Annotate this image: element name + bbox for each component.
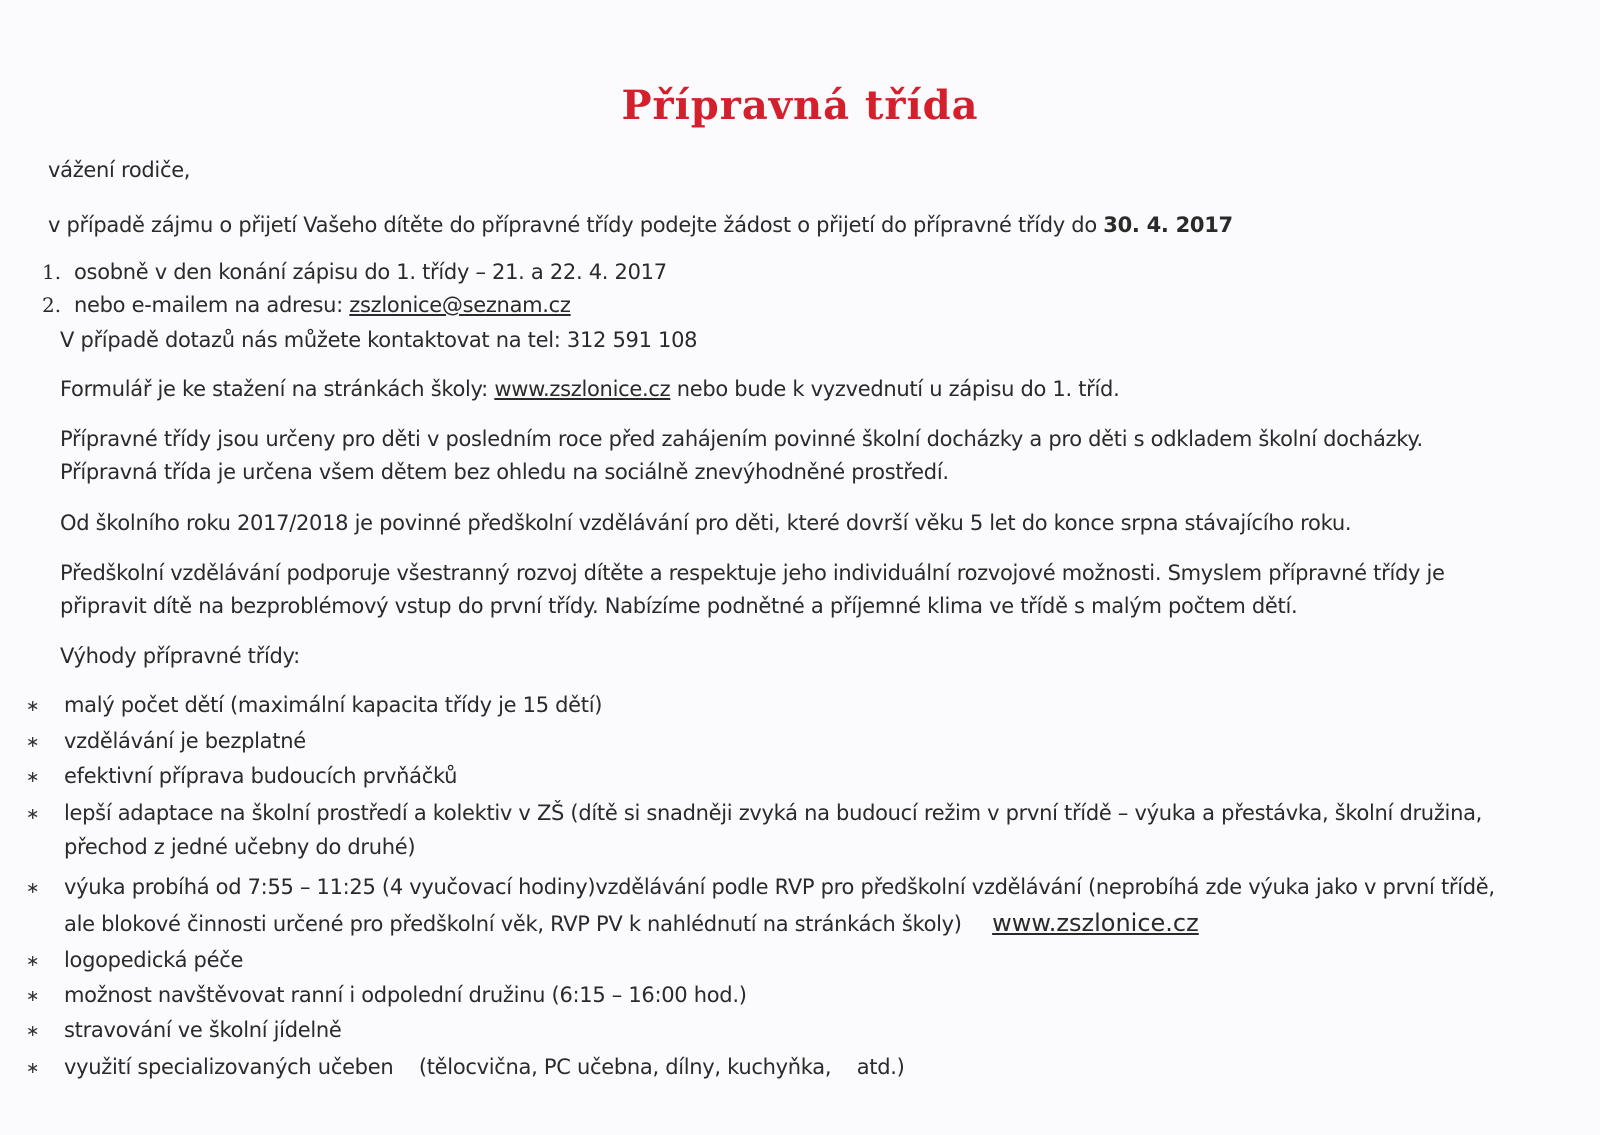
bullet-icon: ∗ bbox=[26, 1058, 40, 1077]
advantage-5-line-1: výuka probíhá od 7:55 – 11:25 (4 vyučovací hodiny)vzdělávání podle RVP pro předškolní vzdělávání (neprobíhá zde výuka jako v první třídě, bbox=[64, 875, 1495, 899]
option-text-2: nebo e-mailem na adresu: bbox=[74, 293, 343, 317]
bullet-icon: ∗ bbox=[26, 986, 40, 1005]
document-title: Přípravná třída bbox=[621, 82, 979, 129]
bullet-icon: ∗ bbox=[26, 878, 40, 897]
option-text-1: osobně v den konání zápisu do 1. třídy – 21. a 22. 4. 2017 bbox=[74, 260, 667, 284]
intro-text: v případě zájmu o přijetí Vašeho dítěte do přípravné třídy podejte žádost o přijetí do přípravné třídy do bbox=[48, 213, 1097, 237]
intro-paragraph bbox=[48, 212, 1233, 238]
advantage-6: logopedická péče bbox=[64, 948, 244, 972]
bullet-icon: ∗ bbox=[26, 696, 40, 715]
advantage-4-line-1: lepší adaptace na školní prostředí a kolektiv v ZŠ (dítě si snadněji zvyká na budoucí režim v první třídě – výuka a přestávka, školní družina, bbox=[64, 801, 1483, 825]
advantages-heading: Výhody přípravné třídy: bbox=[60, 644, 300, 668]
bullet-icon: ∗ bbox=[26, 732, 40, 751]
paragraph-3-line-2: připravit dítě na bezproblémový vstup do první třídy. Nabízíme podnětné a příjemné klima ve třídě s malým počtem dětí. bbox=[60, 594, 1298, 618]
bullet-icon: ∗ bbox=[26, 1021, 40, 1040]
form-text-before: Formulář je ke stažení na stránkách školy: bbox=[60, 377, 488, 401]
bullet-icon: ∗ bbox=[26, 951, 40, 970]
greeting: vážení rodiče, bbox=[48, 158, 191, 182]
intro-deadline: 30. 4. 2017 bbox=[1103, 213, 1233, 237]
form-line bbox=[60, 376, 1119, 402]
advantage-2: vzdělávání je bezplatné bbox=[64, 729, 306, 753]
advantage-3: efektivní příprava budoucích prvňáčků bbox=[64, 764, 458, 788]
option-item-2 bbox=[74, 292, 571, 318]
advantage-5-line-2-text: ale blokové činnosti určené pro předškolní věk, RVP PV k nahlédnutí na stránkách školy) bbox=[64, 912, 962, 936]
email-link[interactable]: zszlonice@seznam.cz bbox=[349, 293, 571, 317]
paragraph-1-line-1: Přípravné třídy jsou určeny pro děti v posledním roce před zahájením povinné školní docházky a pro děti s odkladem školní docházky. bbox=[60, 427, 1423, 451]
contact-line: V případě dotazů nás můžete kontaktovat na tel: 312 591 108 bbox=[60, 328, 698, 352]
paragraph-2: Od školního roku 2017/2018 je povinné předškolní vzdělávání pro děti, které dovrší věku 5 let do konce srpna stávajícího roku. bbox=[60, 511, 1352, 535]
advantage-8: stravování ve školní jídelně bbox=[64, 1018, 342, 1042]
advantage-5-line-2 bbox=[64, 910, 1199, 937]
advantage-9: využití specializovaných učeben (tělocvična, PC učebna, dílny, kuchyňka, atd.) bbox=[64, 1055, 905, 1079]
bullet-icon: ∗ bbox=[26, 804, 40, 823]
form-text-after: nebo bude k vyzvednutí u zápisu do 1. tříd. bbox=[676, 377, 1120, 401]
paragraph-1-line-2: Přípravná třída je určena všem dětem bez ohledu na sociálně znevýhodněné prostředí. bbox=[60, 460, 949, 484]
bullet-icon: ∗ bbox=[26, 767, 40, 786]
advantage-1: malý počet dětí (maximální kapacita třídy je 15 dětí) bbox=[64, 693, 603, 717]
paragraph-3-line-1: Předškolní vzdělávání podporuje všestranný rozvoj dítěte a respektuje jeho individuální rozvojové možnosti. Smyslem přípravné třídy je bbox=[60, 561, 1445, 585]
advantage-7: možnost navštěvovat ranní i odpolední družinu (6:15 – 16:00 hod.) bbox=[64, 983, 747, 1007]
school-website-link[interactable]: www.zszlonice.cz bbox=[494, 377, 671, 401]
option-number-2: 2. bbox=[42, 293, 62, 317]
option-number-1: 1. bbox=[42, 260, 62, 284]
advantage-4-line-2: přechod z jedné učebny do druhé) bbox=[64, 835, 416, 859]
school-website-link-large[interactable]: www.zszlonice.cz bbox=[992, 909, 1199, 937]
